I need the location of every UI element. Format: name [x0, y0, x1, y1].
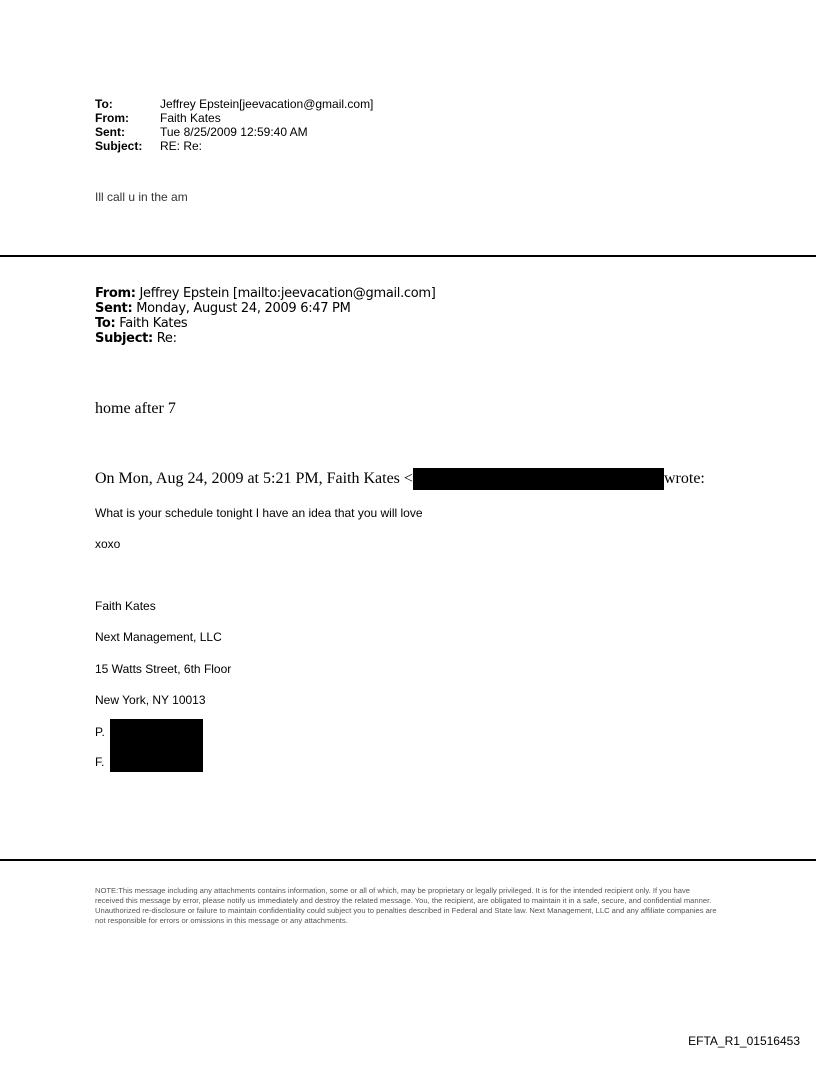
fwd-subject-label: Subject:	[95, 331, 153, 346]
fwd-sent-value: Monday, August 24, 2009 6:47 PM	[132, 301, 351, 316]
quote-intro: On Mon, Aug 24, 2009 at 5:21 PM, Faith Kates <	[95, 470, 413, 487]
quote-wrote: wrote:	[664, 470, 705, 487]
signature-fax-label: F.	[95, 755, 105, 769]
to-label: To:	[95, 97, 113, 111]
to-value: Jeffrey Epstein[jeevacation@gmail.com]	[160, 97, 374, 111]
subject-value: RE: Re:	[160, 139, 203, 153]
fwd-from-row	[95, 287, 436, 301]
forwarded-body: home after 7	[95, 400, 176, 417]
redaction-phone-fax	[110, 719, 203, 772]
sent-value: Tue 8/25/2009 12:59:40 AM	[160, 125, 308, 139]
fwd-sent-label: Sent:	[95, 301, 133, 316]
from-value: Faith Kates	[160, 111, 221, 125]
fwd-subject-value: Re:	[152, 331, 177, 346]
signature-street: 15 Watts Street, 6th Floor	[95, 662, 232, 676]
fwd-from-value: Jeffrey Epstein [mailto:jeevacation@gmail.com]	[135, 286, 436, 301]
fwd-to-value: Faith Kates	[115, 316, 188, 331]
fwd-to-label: To:	[95, 316, 116, 331]
signature-city: New York, NY 10013	[95, 693, 206, 707]
redaction-email	[413, 468, 664, 490]
fwd-sent-row	[95, 302, 351, 316]
fwd-to-row	[95, 317, 187, 331]
signature-name: Faith Kates	[95, 599, 156, 613]
signature-phone-label: P.	[95, 725, 105, 739]
from-label: From:	[95, 111, 129, 125]
quote-signoff: xoxo	[95, 537, 121, 551]
subject-label: Subject:	[95, 139, 143, 153]
divider-top	[0, 255, 816, 257]
fwd-subject-row	[95, 332, 177, 346]
quote-message: What is your schedule tonight I have an idea that you will love	[95, 506, 423, 520]
bates-number: EFTA_R1_01516453	[688, 1034, 800, 1048]
fwd-from-label: From:	[95, 286, 136, 301]
reply-body: Ill call u in the am	[95, 190, 188, 204]
confidentiality-notice: NOTE:This message including any attachments contains information, some or all of which, may be proprietary or legally privileged. It is for the intended recipient only. If you have received this message by error, please notify us immediately and destroy the related message. You, the recipient, are obligated to maintain it in a safe, secure, and confidential manner. Unauthorized re-disclosure or failure to maintain confidentiality could subject you to penalties described in Federal and State law. Next Management, LLC and any affiliate companies are not responsible for errors or omissions in this message or any attachments.	[95, 886, 717, 925]
divider-bottom	[0, 859, 816, 861]
sent-label: Sent:	[95, 125, 125, 139]
signature-company: Next Management, LLC	[95, 630, 222, 644]
